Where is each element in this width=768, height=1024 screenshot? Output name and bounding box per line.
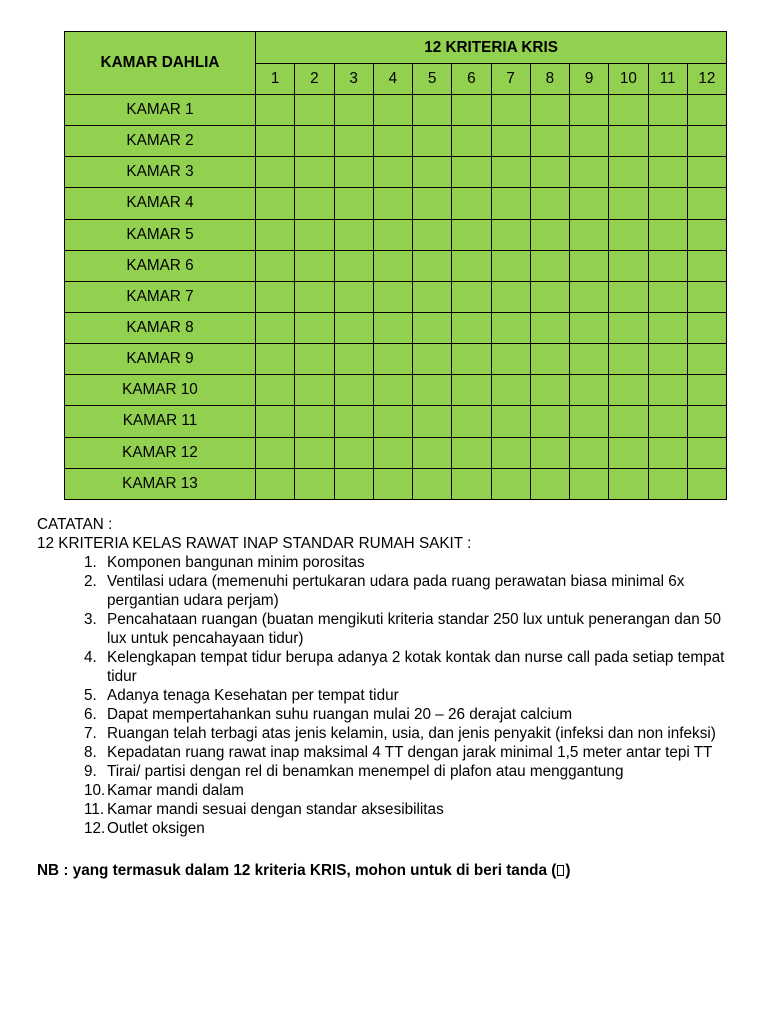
- criteria-list-item: [84, 743, 747, 762]
- criteria-check-cell: [295, 344, 334, 375]
- criteria-check-cell: [648, 188, 687, 219]
- table-row: [65, 375, 727, 406]
- criteria-check-cell: [609, 95, 648, 126]
- criteria-check-cell: [687, 406, 726, 437]
- criteria-item-text-line: Dapat mempertahankan suhu ruangan mulai 20 – 26 derajat calcium: [107, 706, 573, 723]
- criteria-list: [84, 553, 747, 838]
- table-row: [65, 281, 727, 312]
- table-row: [65, 126, 727, 157]
- criteria-item-text-line: pergantian udara perjam): [107, 592, 279, 609]
- criteria-check-cell: [373, 344, 412, 375]
- table-row: [65, 406, 727, 437]
- criteria-check-cell: [491, 126, 530, 157]
- criteria-check-cell: [413, 344, 452, 375]
- criteria-check-cell: [256, 95, 295, 126]
- criteria-check-cell: [452, 437, 491, 468]
- criteria-check-cell: [373, 375, 412, 406]
- criteria-check-cell: [295, 406, 334, 437]
- criteria-check-cell: [256, 468, 295, 499]
- criteria-item-text-line: lux untuk pencahayaan tidur): [107, 630, 304, 647]
- criteria-item-number: 3.: [84, 611, 97, 628]
- header-row: [65, 32, 727, 64]
- criteria-check-cell: [373, 157, 412, 188]
- criteria-check-cell: [452, 375, 491, 406]
- criteria-check-cell: [413, 281, 452, 312]
- criteria-check-cell: [373, 406, 412, 437]
- criteria-check-cell: [609, 157, 648, 188]
- criteria-item-number: 7.: [84, 725, 97, 742]
- criteria-number-header: 10: [609, 64, 648, 95]
- nb-text-prefix: NB : yang termasuk dalam 12 kriteria KRIS, mohon untuk di beri tanda (: [37, 862, 557, 879]
- criteria-number-header: 6: [452, 64, 491, 95]
- criteria-check-cell: [256, 437, 295, 468]
- criteria-check-cell: [648, 406, 687, 437]
- criteria-item-text-line: tidur: [107, 668, 137, 685]
- criteria-check-cell: [570, 157, 609, 188]
- criteria-check-cell: [256, 375, 295, 406]
- criteria-check-cell: [334, 219, 373, 250]
- criteria-check-cell: [648, 95, 687, 126]
- criteria-check-cell: [256, 281, 295, 312]
- criteria-check-cell: [687, 219, 726, 250]
- criteria-check-cell: [530, 95, 569, 126]
- criteria-check-cell: [334, 312, 373, 343]
- criteria-check-cell: [570, 312, 609, 343]
- criteria-check-cell: [491, 188, 530, 219]
- criteria-check-cell: [295, 250, 334, 281]
- table-row: [65, 95, 727, 126]
- criteria-check-cell: [295, 188, 334, 219]
- criteria-check-cell: [570, 219, 609, 250]
- criteria-check-cell: [687, 250, 726, 281]
- criteria-item-text-line: Kamar mandi dalam: [107, 782, 244, 799]
- criteria-check-cell: [256, 188, 295, 219]
- criteria-check-cell: [256, 157, 295, 188]
- criteria-check-cell: [687, 312, 726, 343]
- criteria-check-cell: [530, 250, 569, 281]
- criteria-check-cell: [570, 188, 609, 219]
- criteria-check-cell: [413, 375, 452, 406]
- table-header: [65, 32, 727, 95]
- criteria-check-cell: [687, 157, 726, 188]
- criteria-item-number: 5.: [84, 687, 97, 704]
- criteria-number-header: 5: [413, 64, 452, 95]
- criteria-check-cell: [295, 157, 334, 188]
- criteria-check-cell: [256, 344, 295, 375]
- criteria-item-text-line: Ruangan telah terbagi atas jenis kelamin, usia, dan jenis penyakit (infeksi dan non infeksi): [107, 725, 716, 742]
- room-rows: [65, 95, 727, 500]
- room-label: KAMAR 5: [65, 219, 256, 250]
- criteria-check-cell: [413, 95, 452, 126]
- criteria-check-cell: [570, 344, 609, 375]
- criteria-number-header: 7: [491, 64, 530, 95]
- criteria-check-cell: [452, 281, 491, 312]
- criteria-number-header: 11: [648, 64, 687, 95]
- criteria-check-cell: [413, 437, 452, 468]
- table-row: [65, 344, 727, 375]
- criteria-list-item: [84, 819, 747, 838]
- criteria-item-number: 11.: [84, 801, 105, 818]
- criteria-check-cell: [373, 250, 412, 281]
- criteria-check-cell: [256, 312, 295, 343]
- criteria-check-cell: [256, 126, 295, 157]
- criteria-check-cell: [609, 281, 648, 312]
- criteria-check-cell: [373, 95, 412, 126]
- criteria-check-cell: [648, 157, 687, 188]
- criteria-check-cell: [452, 406, 491, 437]
- criteria-item-text-line: Tirai/ partisi dengan rel di benamkan menempel di plafon atau menggantung: [107, 763, 624, 780]
- criteria-check-cell: [452, 126, 491, 157]
- criteria-item-text-line: Kepadatan ruang rawat inap maksimal 4 TT dengan jarak minimal 1,5 meter antar tepi TT: [107, 744, 713, 761]
- criteria-check-cell: [530, 126, 569, 157]
- criteria-check-cell: [570, 468, 609, 499]
- criteria-check-cell: [334, 126, 373, 157]
- criteria-check-cell: [256, 250, 295, 281]
- criteria-number-header: 9: [570, 64, 609, 95]
- criteria-item-text-line: Komponen bangunan minim porositas: [107, 554, 365, 571]
- table-row: [65, 250, 727, 281]
- room-label: KAMAR 12: [65, 437, 256, 468]
- table-row: [65, 468, 727, 499]
- criteria-item-text-line: Kamar mandi sesuai dengan standar aksesibilitas: [107, 801, 444, 818]
- room-label: KAMAR 7: [65, 281, 256, 312]
- criteria-item-text-line: Adanya tenaga Kesehatan per tempat tidur: [107, 687, 399, 704]
- criteria-check-cell: [334, 468, 373, 499]
- criteria-check-cell: [609, 344, 648, 375]
- criteria-group-header: 12 KRITERIA KRIS: [256, 32, 727, 64]
- criteria-check-cell: [687, 375, 726, 406]
- criteria-item-number: 12.: [84, 820, 106, 837]
- table-row: [65, 437, 727, 468]
- criteria-check-cell: [295, 437, 334, 468]
- criteria-item-number: 9.: [84, 763, 97, 780]
- criteria-check-cell: [413, 188, 452, 219]
- criteria-number-header: 12: [687, 64, 726, 95]
- criteria-check-cell: [256, 406, 295, 437]
- criteria-check-cell: [452, 157, 491, 188]
- criteria-check-cell: [648, 437, 687, 468]
- criteria-check-cell: [530, 281, 569, 312]
- criteria-check-cell: [609, 406, 648, 437]
- criteria-check-cell: [452, 95, 491, 126]
- criteria-check-cell: [609, 126, 648, 157]
- criteria-check-cell: [413, 157, 452, 188]
- table-row: [65, 312, 727, 343]
- room-label: KAMAR 3: [65, 157, 256, 188]
- criteria-number-header: 1: [256, 64, 295, 95]
- criteria-list-item: [84, 686, 747, 705]
- criteria-number-header: 4: [373, 64, 412, 95]
- criteria-check-cell: [413, 126, 452, 157]
- criteria-check-cell: [491, 95, 530, 126]
- criteria-list-item: [84, 781, 747, 800]
- criteria-check-cell: [648, 126, 687, 157]
- room-label: KAMAR 10: [65, 375, 256, 406]
- criteria-check-cell: [491, 406, 530, 437]
- criteria-check-cell: [295, 375, 334, 406]
- criteria-check-cell: [609, 375, 648, 406]
- criteria-check-cell: [609, 219, 648, 250]
- criteria-check-cell: [530, 437, 569, 468]
- criteria-item-number: 10.: [84, 782, 106, 799]
- criteria-check-cell: [334, 437, 373, 468]
- criteria-item-text-line: Ventilasi udara (memenuhi pertukaran udara pada ruang perawatan biasa minimal 6x: [107, 573, 685, 590]
- criteria-check-cell: [570, 95, 609, 126]
- missing-glyph-box-icon: [557, 865, 564, 876]
- criteria-check-cell: [334, 281, 373, 312]
- criteria-check-cell: [373, 219, 412, 250]
- criteria-check-cell: [491, 344, 530, 375]
- criteria-check-cell: [491, 219, 530, 250]
- criteria-item-number: 1.: [84, 554, 97, 571]
- criteria-check-cell: [373, 126, 412, 157]
- criteria-number-header: 2: [295, 64, 334, 95]
- criteria-list-item: [84, 553, 747, 572]
- criteria-check-cell: [413, 250, 452, 281]
- criteria-number-header: 3: [334, 64, 373, 95]
- criteria-item-number: 4.: [84, 649, 97, 666]
- criteria-list-item: [84, 800, 747, 819]
- criteria-check-cell: [609, 188, 648, 219]
- criteria-check-cell: [452, 312, 491, 343]
- criteria-check-cell: [373, 468, 412, 499]
- criteria-check-cell: [609, 250, 648, 281]
- table-row: [65, 219, 727, 250]
- criteria-check-cell: [452, 188, 491, 219]
- criteria-check-cell: [295, 468, 334, 499]
- criteria-check-cell: [373, 188, 412, 219]
- room-label: KAMAR 2: [65, 126, 256, 157]
- criteria-check-cell: [687, 437, 726, 468]
- criteria-list-item: [84, 572, 747, 610]
- room-label: KAMAR 9: [65, 344, 256, 375]
- criteria-check-cell: [530, 468, 569, 499]
- room-label: KAMAR 11: [65, 406, 256, 437]
- criteria-check-cell: [648, 312, 687, 343]
- criteria-check-cell: [648, 468, 687, 499]
- criteria-list-item: [84, 762, 747, 781]
- criteria-list-item: [84, 648, 747, 686]
- room-label: KAMAR 4: [65, 188, 256, 219]
- criteria-check-cell: [334, 375, 373, 406]
- notes-section: [37, 515, 747, 838]
- criteria-check-cell: [295, 312, 334, 343]
- criteria-check-cell: [491, 375, 530, 406]
- criteria-check-cell: [570, 250, 609, 281]
- criteria-check-cell: [295, 219, 334, 250]
- criteria-check-cell: [648, 219, 687, 250]
- criteria-check-cell: [452, 219, 491, 250]
- criteria-check-cell: [570, 406, 609, 437]
- criteria-check-cell: [373, 281, 412, 312]
- criteria-check-cell: [530, 375, 569, 406]
- table-row: [65, 157, 727, 188]
- criteria-check-cell: [570, 126, 609, 157]
- table-row: [65, 188, 727, 219]
- criteria-check-cell: [413, 406, 452, 437]
- room-label: KAMAR 6: [65, 250, 256, 281]
- criteria-check-cell: [570, 281, 609, 312]
- criteria-check-cell: [491, 250, 530, 281]
- criteria-check-cell: [609, 312, 648, 343]
- room-label: KAMAR 1: [65, 95, 256, 126]
- criteria-check-cell: [530, 406, 569, 437]
- criteria-check-cell: [530, 219, 569, 250]
- criteria-check-cell: [413, 219, 452, 250]
- criteria-check-cell: [609, 437, 648, 468]
- criteria-check-cell: [687, 281, 726, 312]
- room-label: KAMAR 13: [65, 468, 256, 499]
- criteria-check-cell: [530, 312, 569, 343]
- kris-checklist-table: [64, 31, 727, 500]
- criteria-check-cell: [648, 375, 687, 406]
- criteria-check-cell: [687, 126, 726, 157]
- criteria-list-item: [84, 724, 747, 743]
- nb-instruction: [37, 861, 570, 880]
- criteria-check-cell: [530, 157, 569, 188]
- criteria-check-cell: [295, 281, 334, 312]
- criteria-item-number: 2.: [84, 573, 97, 590]
- criteria-check-cell: [452, 344, 491, 375]
- criteria-check-cell: [256, 219, 295, 250]
- criteria-item-text-line: Outlet oksigen: [107, 820, 205, 837]
- criteria-item-number: 6.: [84, 706, 97, 723]
- room-column-header: KAMAR DAHLIA: [65, 32, 256, 95]
- notes-subheading: 12 KRITERIA KELAS RAWAT INAP STANDAR RUMAH SAKIT :: [37, 535, 472, 552]
- criteria-check-cell: [570, 375, 609, 406]
- criteria-check-cell: [295, 126, 334, 157]
- criteria-check-cell: [491, 437, 530, 468]
- criteria-item-text-line: Pencahataan ruangan (buatan mengikuti kriteria standar 250 lux untuk penerangan dan 50: [107, 611, 722, 628]
- criteria-check-cell: [373, 437, 412, 468]
- criteria-check-cell: [334, 250, 373, 281]
- criteria-list-item: [84, 610, 747, 648]
- criteria-check-cell: [334, 157, 373, 188]
- criteria-check-cell: [648, 344, 687, 375]
- criteria-check-cell: [334, 188, 373, 219]
- criteria-check-cell: [687, 468, 726, 499]
- criteria-check-cell: [491, 468, 530, 499]
- criteria-check-cell: [452, 468, 491, 499]
- criteria-check-cell: [648, 281, 687, 312]
- criteria-check-cell: [530, 188, 569, 219]
- criteria-check-cell: [334, 95, 373, 126]
- criteria-check-cell: [491, 281, 530, 312]
- criteria-check-cell: [687, 95, 726, 126]
- criteria-number-header: 8: [530, 64, 569, 95]
- criteria-check-cell: [491, 157, 530, 188]
- criteria-list-item: [84, 705, 747, 724]
- criteria-check-cell: [295, 95, 334, 126]
- criteria-item-text-line: Kelengkapan tempat tidur berupa adanya 2 kotak kontak dan nurse call pada setiap tempat: [107, 649, 725, 666]
- criteria-check-cell: [687, 188, 726, 219]
- criteria-check-cell: [413, 312, 452, 343]
- criteria-check-cell: [491, 312, 530, 343]
- criteria-check-cell: [452, 250, 491, 281]
- room-label: KAMAR 8: [65, 312, 256, 343]
- criteria-item-number: 8.: [84, 744, 97, 761]
- criteria-check-cell: [373, 312, 412, 343]
- criteria-check-cell: [530, 344, 569, 375]
- nb-text-suffix: ): [565, 862, 571, 879]
- criteria-check-cell: [609, 468, 648, 499]
- criteria-check-cell: [570, 437, 609, 468]
- notes-heading: CATATAN :: [37, 516, 113, 533]
- criteria-check-cell: [413, 468, 452, 499]
- criteria-check-cell: [334, 344, 373, 375]
- criteria-check-cell: [334, 406, 373, 437]
- criteria-check-cell: [648, 250, 687, 281]
- criteria-check-cell: [687, 344, 726, 375]
